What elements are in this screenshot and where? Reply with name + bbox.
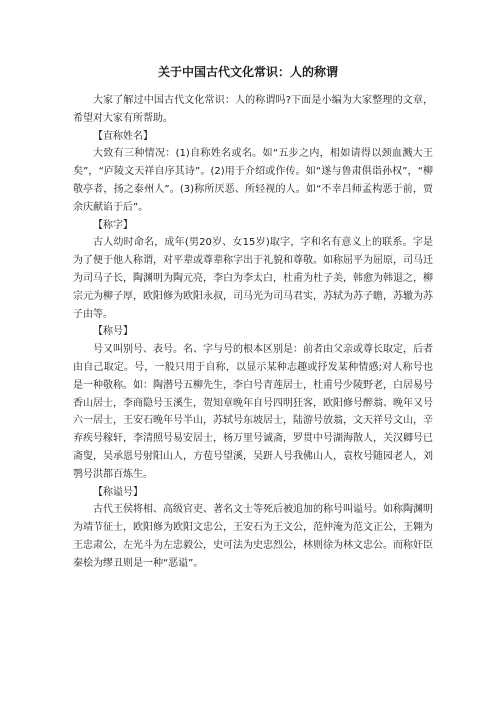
section-heading-courtesy-name: 【称字】 <box>93 219 133 231</box>
section-text-art-name: 号又叫别号、表号。名、字与号的根本区别是：前者由父亲或尊长取定，后者由自己取定。号，一般只用于自称，以显示某种志趣或抒发某种情感;对人称号也是一种敬称。如：陶潜号五柳先生，李白号青莲居士，杜甫号少陵野老，白居易号香山居士，李商隐号玉溪生，贺知章晚年自号四明狂客，欧阳修号醉翁、晚年又号六一居士，王安石晚年号半山，苏轼号东坡居士，陆游号放翁，文天祥号文山，辛弃疾号稼轩，李清照号易安居士，杨万里号诚斋，罗贯中号湖海散人，关汉卿号已斋叟，吴承恩号射阳山人，方苞号望溪，吴趼人号我佛山人，袁枚号随园老人，刘鹗号洪都百炼生。 <box>73 344 433 480</box>
section-heading-direct-name: 【直称姓名】 <box>93 130 153 142</box>
section-text-courtesy-name: 古人幼时命名，成年(男20岁、女15岁)取字，字和名有意义上的联系。字是为了便于他人称谓，对平辈或尊辈称字出于礼貌和尊敬。如称屈平为屈原，司马迁为司马子长，陶渊明为陶元亮，李白为李太白，杜甫为杜子美，韩愈为韩退之，柳宗元为柳子厚，欧阳修为欧阳永叔，司马光为司马君实，苏轼为苏子瞻，苏辙为苏子由等。 <box>73 237 433 320</box>
document-body <box>73 92 433 573</box>
section-heading-art-name: 【称号】 <box>93 326 133 338</box>
intro-paragraph: 大家了解过中国古代文化常识：人的称谓吗?下面是小编为大家整理的文章，希望对大家有所帮助。 <box>73 95 433 124</box>
section-text-direct-name: 大致有三种情况：(1)自称姓名或名。如“五步之内，相如请得以颈血溅大王矣”，“庐陵文天祥自序其诗”。(2)用于介绍或作传。如“遂与鲁肃俱诣孙权”，“柳敬亭者，扬之泰州人”。(3)称所厌恶、所轻视的人。如“不幸吕师孟构恶于前，贾余庆献谄于后”。 <box>73 148 433 213</box>
document-title: 关于中国古代文化常识：人的称谓 <box>157 65 338 79</box>
section-heading-posthumous-name: 【称谥号】 <box>93 486 143 498</box>
section-text-posthumous-name: 古代王侯将相、高级官吏、著名文士等死后被追加的称号叫谥号。如称陶渊明为靖节征士，欧阳修为欧阳文忠公，王安石为王文公，范仲淹为范文正公，王翱为王忠肃公，左光斗为左忠毅公，史可法为史忠烈公，林则徐为林文忠公。而称奸臣秦桧为缪丑则是一种“恶谥”。 <box>73 504 433 569</box>
